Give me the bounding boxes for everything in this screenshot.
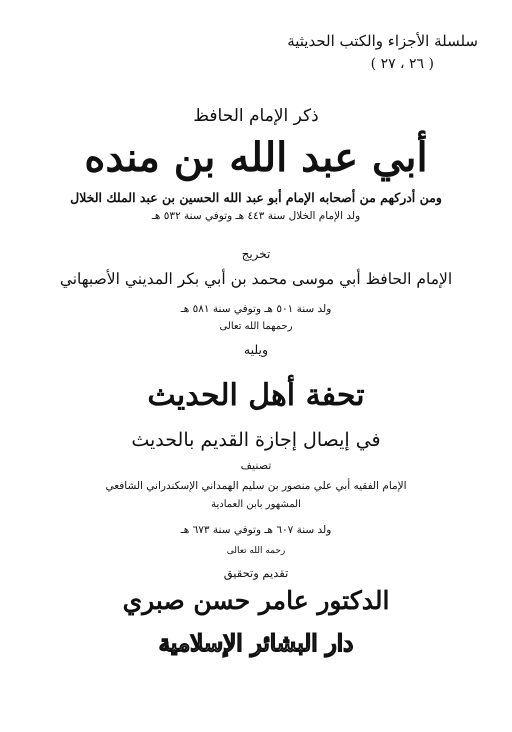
takhrij-label: تخريج — [241, 247, 271, 261]
book1-pretitle: ذكر الإمام الحافظ — [193, 106, 319, 126]
book1-title: أبي عبد الله بن منده — [84, 134, 428, 181]
book1-dates: ولد الإمام الخلال سنة ٤٤٣ هـ وتوفي سنة ٥٣٢ هـ — [151, 210, 361, 222]
connector-text: ويليه — [243, 342, 269, 357]
publisher-name: دار البشائر الإسلامية — [158, 630, 354, 657]
editor-label: تقديم وتحقيق — [223, 566, 289, 580]
book2-author-blessing: رحمه الله تعالى — [226, 546, 286, 556]
series-title: سلسلة الأجزاء والكتب الحديثية — [287, 32, 478, 50]
book1-author-dates: ولد سنة ٥٠١ هـ وتوفي سنة ٥٨١ هـ — [180, 303, 332, 315]
book2-subtitle: في إيصال إجازة القديم بالحديث — [131, 429, 381, 451]
tasnif-label: تصنيف — [240, 459, 272, 472]
series-numbers: ( ٢٦ ، ٢٧ ) — [370, 56, 434, 72]
book2-title: تحفة أهل الحديث — [147, 378, 365, 413]
book1-author-blessing: رحمهما الله تعالى — [219, 321, 293, 332]
book2-author: الإمام الفقيه أبي علي منصور بن سليم الهمداني الإسكندراني الشافعي — [105, 480, 407, 492]
editor-name: الدكتور عامر حسن صبري — [122, 586, 390, 615]
book1-author: الإمام الحافظ أبي موسى محمد بن أبي بكر المديني الأصبهاني — [59, 270, 453, 288]
book2-author-known-as: المشهور بابن العمادية — [211, 499, 301, 510]
book2-author-dates: ولد سنة ٦٠٧ هـ وتوفي سنة ٦٧٣ هـ — [180, 524, 332, 536]
book1-subtitle: ومن أدركهم من أصحابه الإمام أبو عبد الله الحسين بن عبد الملك الخلال — [70, 190, 442, 205]
